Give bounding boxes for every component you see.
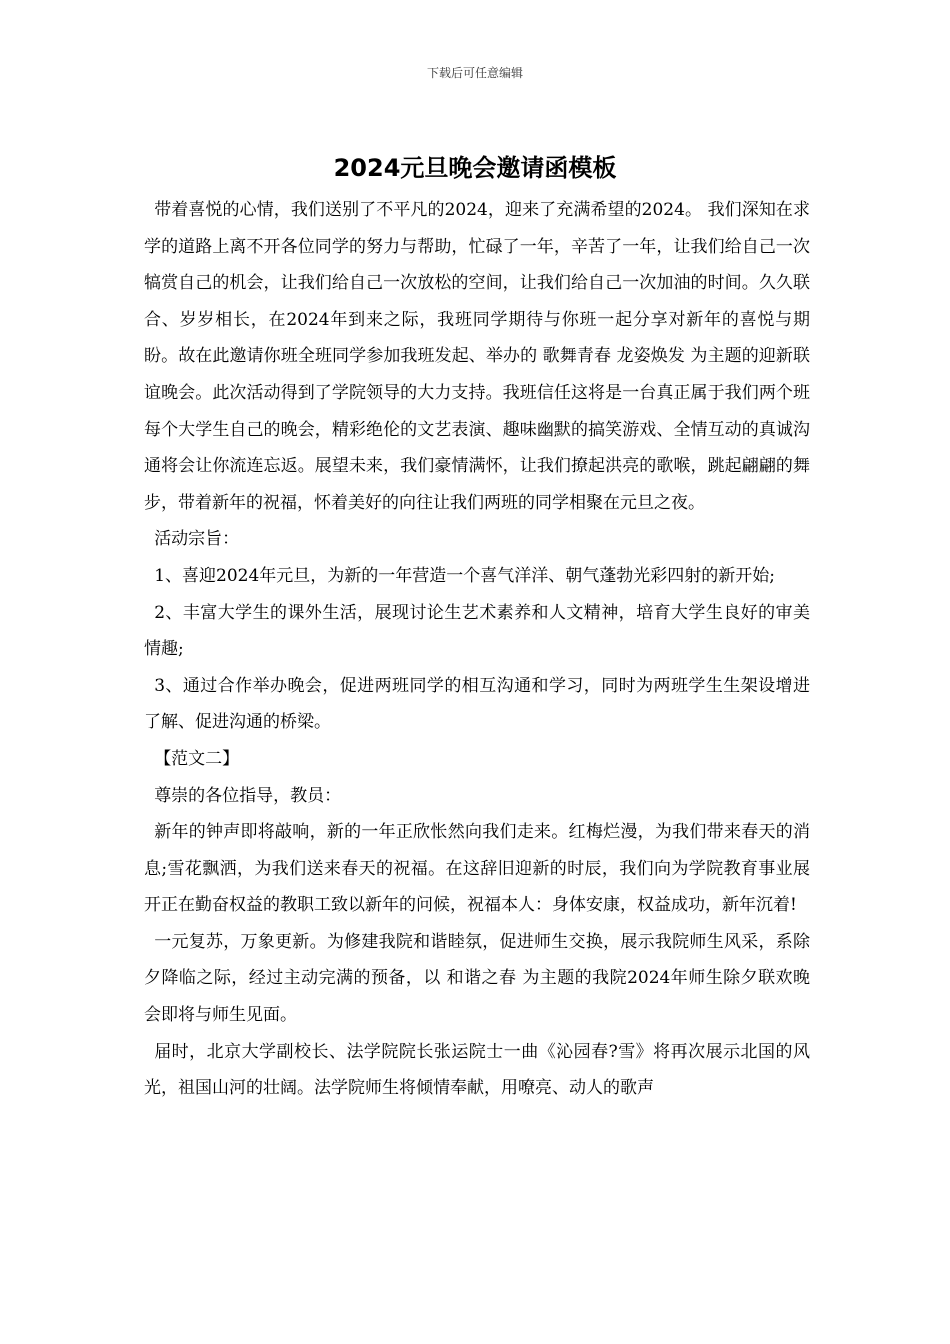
paragraph-salutation: 尊崇的各位指导，教员： <box>154 785 342 806</box>
section-heading-sample-two: 【范文二】 <box>154 748 240 769</box>
paragraph-purpose-item-1: 1、喜迎2024年元旦，为新的一年营造一个喜气洋洋、朝气蓬勃光彩四射的新开始; <box>154 565 775 586</box>
paragraph-purpose-item-3: 3、通过合作举办晚会，促进两班同学的相互沟通和学习，同时为两班学生生架设增进了解、促进沟通的桥梁。 <box>144 675 810 733</box>
paragraph-new-year-greeting: 新年的钟声即将敲响，新的一年正欣怅然向我们走来。红梅烂漫，为我们带来春天的消息;雪花飘洒，为我们送来春天的祝福。在这辞旧迎新的时辰，我们向为学院教育事业展开正在勤奋权益的教职工致以新年的问候，祝福本人：身体安康，权益成功，新年沉着! <box>144 822 810 916</box>
paragraph-program-preview: 届时，北京大学副校长、法学院院长张运院士一曲《沁园春?雪》将再次展示北国的风光，祖国山河的壮阔。法学院师生将倾情奉献，用嘹亮、动人的歌声 <box>144 1041 810 1099</box>
page-header-note: 下载后可任意编辑 <box>426 66 523 80</box>
document-title: 2024元旦晚会邀请函模板 <box>333 154 617 182</box>
paragraph-gala-announcement: 一元复苏，万象更新。为修建我院和谐睦氛，促进师生交换，展示我院师生风采，系除夕降临之际，经过主动完满的预备，以 和谐之春 为主题的我院2024年师生除夕联欢晚会即将与师生见面。 <box>144 931 810 1026</box>
paragraph-purpose-item-2: 2、丰富大学生的课外生活，展现讨论生艺术素养和人文精神，培育大学生良好的审美情趣; <box>144 602 810 660</box>
document-body <box>144 192 810 1107</box>
paragraph-purpose-heading: 活动宗旨： <box>154 529 240 550</box>
paragraph-invitation-intro: 带着喜悦的心情，我们送别了不平凡的2024，迎来了充满希望的2024。 我们深知在求学的道路上离不开各位同学的努力与帮助，忙碌了一年，辛苦了一年，让我们给自己一次犒赏自己的机会，让我们给自己一次放松的空间，让我们给自己一次加油的时间。久久联合、岁岁相长，在2024年到来之际，我班同学期待与你班一起分享对新年的喜悦与期盼。故在此邀请你班全班同学参加我班发起、举办的 歌舞青春 龙姿焕发 为主题的迎新联谊晚会。此次活动得到了学院领导的大力支持。我班信任这将是一台真正属于我们两个班每个大学生自己的晚会，精彩绝伦的文艺表演、趣味幽默的搞笑游戏、全情互动的真诚沟通将会让你流连忘返。展望未来，我们豪情满怀，让我们撩起洪亮的歌喉，跳起翩翩的舞步，带着新年的祝福，怀着美好的向往让我们两班的同学相聚在元旦之夜。 <box>144 200 810 513</box>
